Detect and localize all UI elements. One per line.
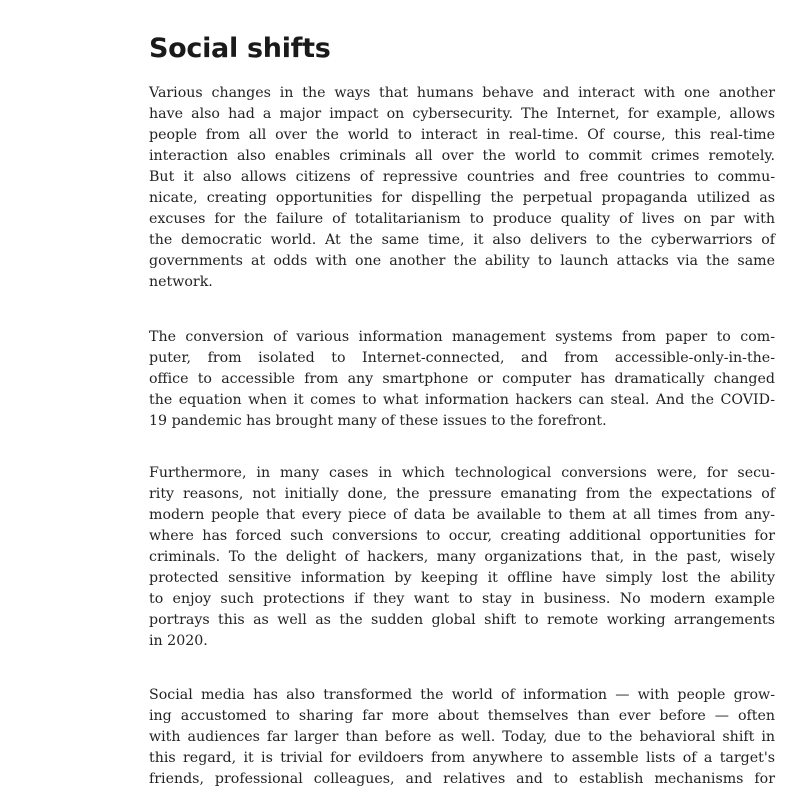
text-line: ing accustomed to sharing far more about themselves than ever before — often	[149, 708, 775, 724]
text-line: rity reasons, not initially done, the pressure emanating from the expectations of	[149, 486, 775, 502]
paragraph-4	[149, 685, 775, 790]
section-heading: Social shifts	[149, 33, 331, 64]
text-line: governments at odds with one another the ability to launch attacks via the same	[149, 253, 775, 269]
text-line: protected sensitive information by keeping it offline have simply lost the ability	[149, 570, 775, 586]
text-line: portrays this as well as the sudden global shift to remote working arrangements	[149, 612, 775, 628]
text-line: the democratic world. At the same time, it also delivers to the cyberwarriors of	[149, 232, 775, 248]
text-line: 19 pandemic has brought many of these issues to the forefront.	[149, 413, 607, 429]
text-line: Furthermore, in many cases in which technological conversions were, for secu-	[149, 465, 775, 481]
text-line: network.	[149, 274, 213, 290]
text-line: this regard, it is trivial for evildoers from anywhere to assemble lists of a target's	[149, 750, 775, 766]
text-line: friends, professional colleagues, and relatives and to establish mechanisms for	[149, 771, 775, 787]
text-line: office to accessible from any smartphone or computer has dramatically changed	[149, 371, 775, 387]
text-line: in 2020.	[149, 633, 208, 649]
text-line: Social media has also transformed the world of information — with people grow-	[149, 687, 775, 703]
text-line: with audiences far larger than before as well. Today, due to the behavioral shift in	[149, 729, 775, 745]
text-line: The conversion of various information management systems from paper to com-	[149, 329, 775, 345]
text-line: where has forced such conversions to occur, creating additional opportunities for	[149, 528, 775, 544]
text-line: excuses for the failure of totalitarianism to produce quality of lives on par with	[149, 211, 775, 227]
paragraph-2	[149, 327, 775, 432]
text-line: have also had a major impact on cybersecurity. The Internet, for example, allows	[149, 106, 775, 122]
text-line: modern people that every piece of data be available to them at all times from any-	[149, 507, 775, 523]
paragraph-1	[149, 83, 775, 293]
text-line: criminals. To the delight of hackers, many organizations that, in the past, wisely	[149, 549, 775, 565]
text-line: nicate, creating opportunities for dispelling the perpetual propaganda utilized as	[149, 190, 775, 206]
text-line: But it also allows citizens of repressive countries and free countries to commu-	[149, 169, 775, 185]
text-line: to enjoy such protections if they want to stay in business. No modern example	[149, 591, 775, 607]
text-line: people from all over the world to interact in real-time. Of course, this real-time	[149, 127, 775, 143]
text-line: the equation when it comes to what information hackers can steal. And the COVID-	[149, 392, 775, 408]
text-line: puter, from isolated to Internet-connected, and from accessible-only-in-the-	[149, 350, 775, 366]
text-line: Various changes in the ways that humans behave and interact with one another	[149, 85, 775, 101]
paragraph-3	[149, 463, 775, 652]
text-line: interaction also enables criminals all over the world to commit crimes remotely.	[149, 148, 775, 164]
